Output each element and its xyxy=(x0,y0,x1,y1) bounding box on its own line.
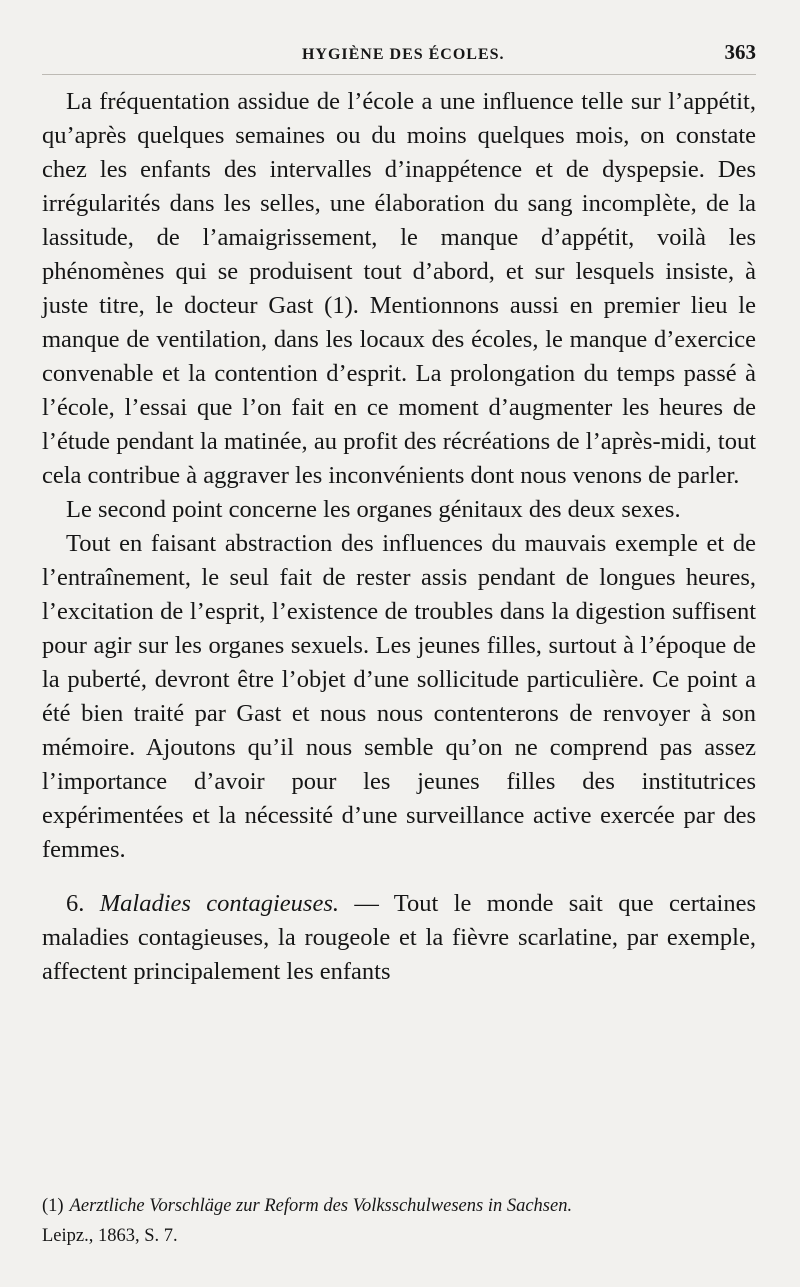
paragraph-appetite: La fréquentation assidue de l’école a une influence telle sur l’appétit, qu’après quelques semaines ou du moins quelques mois, on constate chez les enfants des intervalles d’inappétence et de dyspepsie. Des irrégularités dans les selles, une élaboration du sang incomplète, de la lassitude, de l’amaigrissement, le manque d’appétit, voilà les phénomènes qui se produisent tout d’abord, et sur lesquels insiste, à juste titre, le docteur Gast (1). Mentionnons aussi en premier lieu le manque de ventilation, dans les locaux des écoles, le manque d’exercice convenable et la contention d’esprit. La prolongation du temps passé à l’école, l’essai que l’on fait en ce moment d’augmenter les heures de l’étude pendant la matinée, au profit des récréations de l’après-midi, tout cela contribue à aggraver les inconvénients dont nous venons de parler. xyxy=(42,88,756,489)
footnote-1 xyxy=(42,1191,760,1251)
footnote-marker: (1) xyxy=(42,1196,64,1216)
running-title: HYGIÈNE DES ÉCOLES. xyxy=(301,46,505,63)
footnote-title: Aerztliche Vorschläge zur Reform des Volksschulwesens in Sachsen. xyxy=(69,1196,573,1216)
section-title: Maladies contagieuses. xyxy=(99,890,339,917)
footnote-citation: Leipz., 1863, S. 7. xyxy=(42,1226,178,1246)
section-contagious-diseases xyxy=(42,887,756,989)
section-text: — Tout le monde sait que certaines maladies contagieuses, la rougeole et la fièvre scarlatine, par exemple, affectent principalement les enfants xyxy=(42,890,756,985)
paragraph-genital-organs: Le second point concerne les organes génitaux des deux sexes. xyxy=(66,496,681,523)
paragraph-sexual-influences: Tout en faisant abstraction des influences du mauvais exemple et de l’entraînement, le seul fait de rester assis pendant de longues heures, l’excitation de l’esprit, l’existence de troubles dans la digestion suffisent pour agir sur les organes sexuels. Les jeunes filles, surtout à l’époque de la puberté, devront être l’objet d’une sollicitude particulière. Ce point a été bien traité par Gast et nous nous contenterons de renvoyer à son mémoire. Ajoutons qu’il nous semble qu’on ne comprend pas assez l’importance d’avoir pour les jeunes filles des institutrices expérimentées et la nécessité d’une surveillance active exercée par des femmes. xyxy=(42,530,756,863)
body-text xyxy=(42,85,756,989)
page-header xyxy=(42,40,756,75)
footnotes xyxy=(42,1191,760,1251)
page-number: 363 xyxy=(724,40,756,64)
section-number: 6. xyxy=(66,890,85,917)
